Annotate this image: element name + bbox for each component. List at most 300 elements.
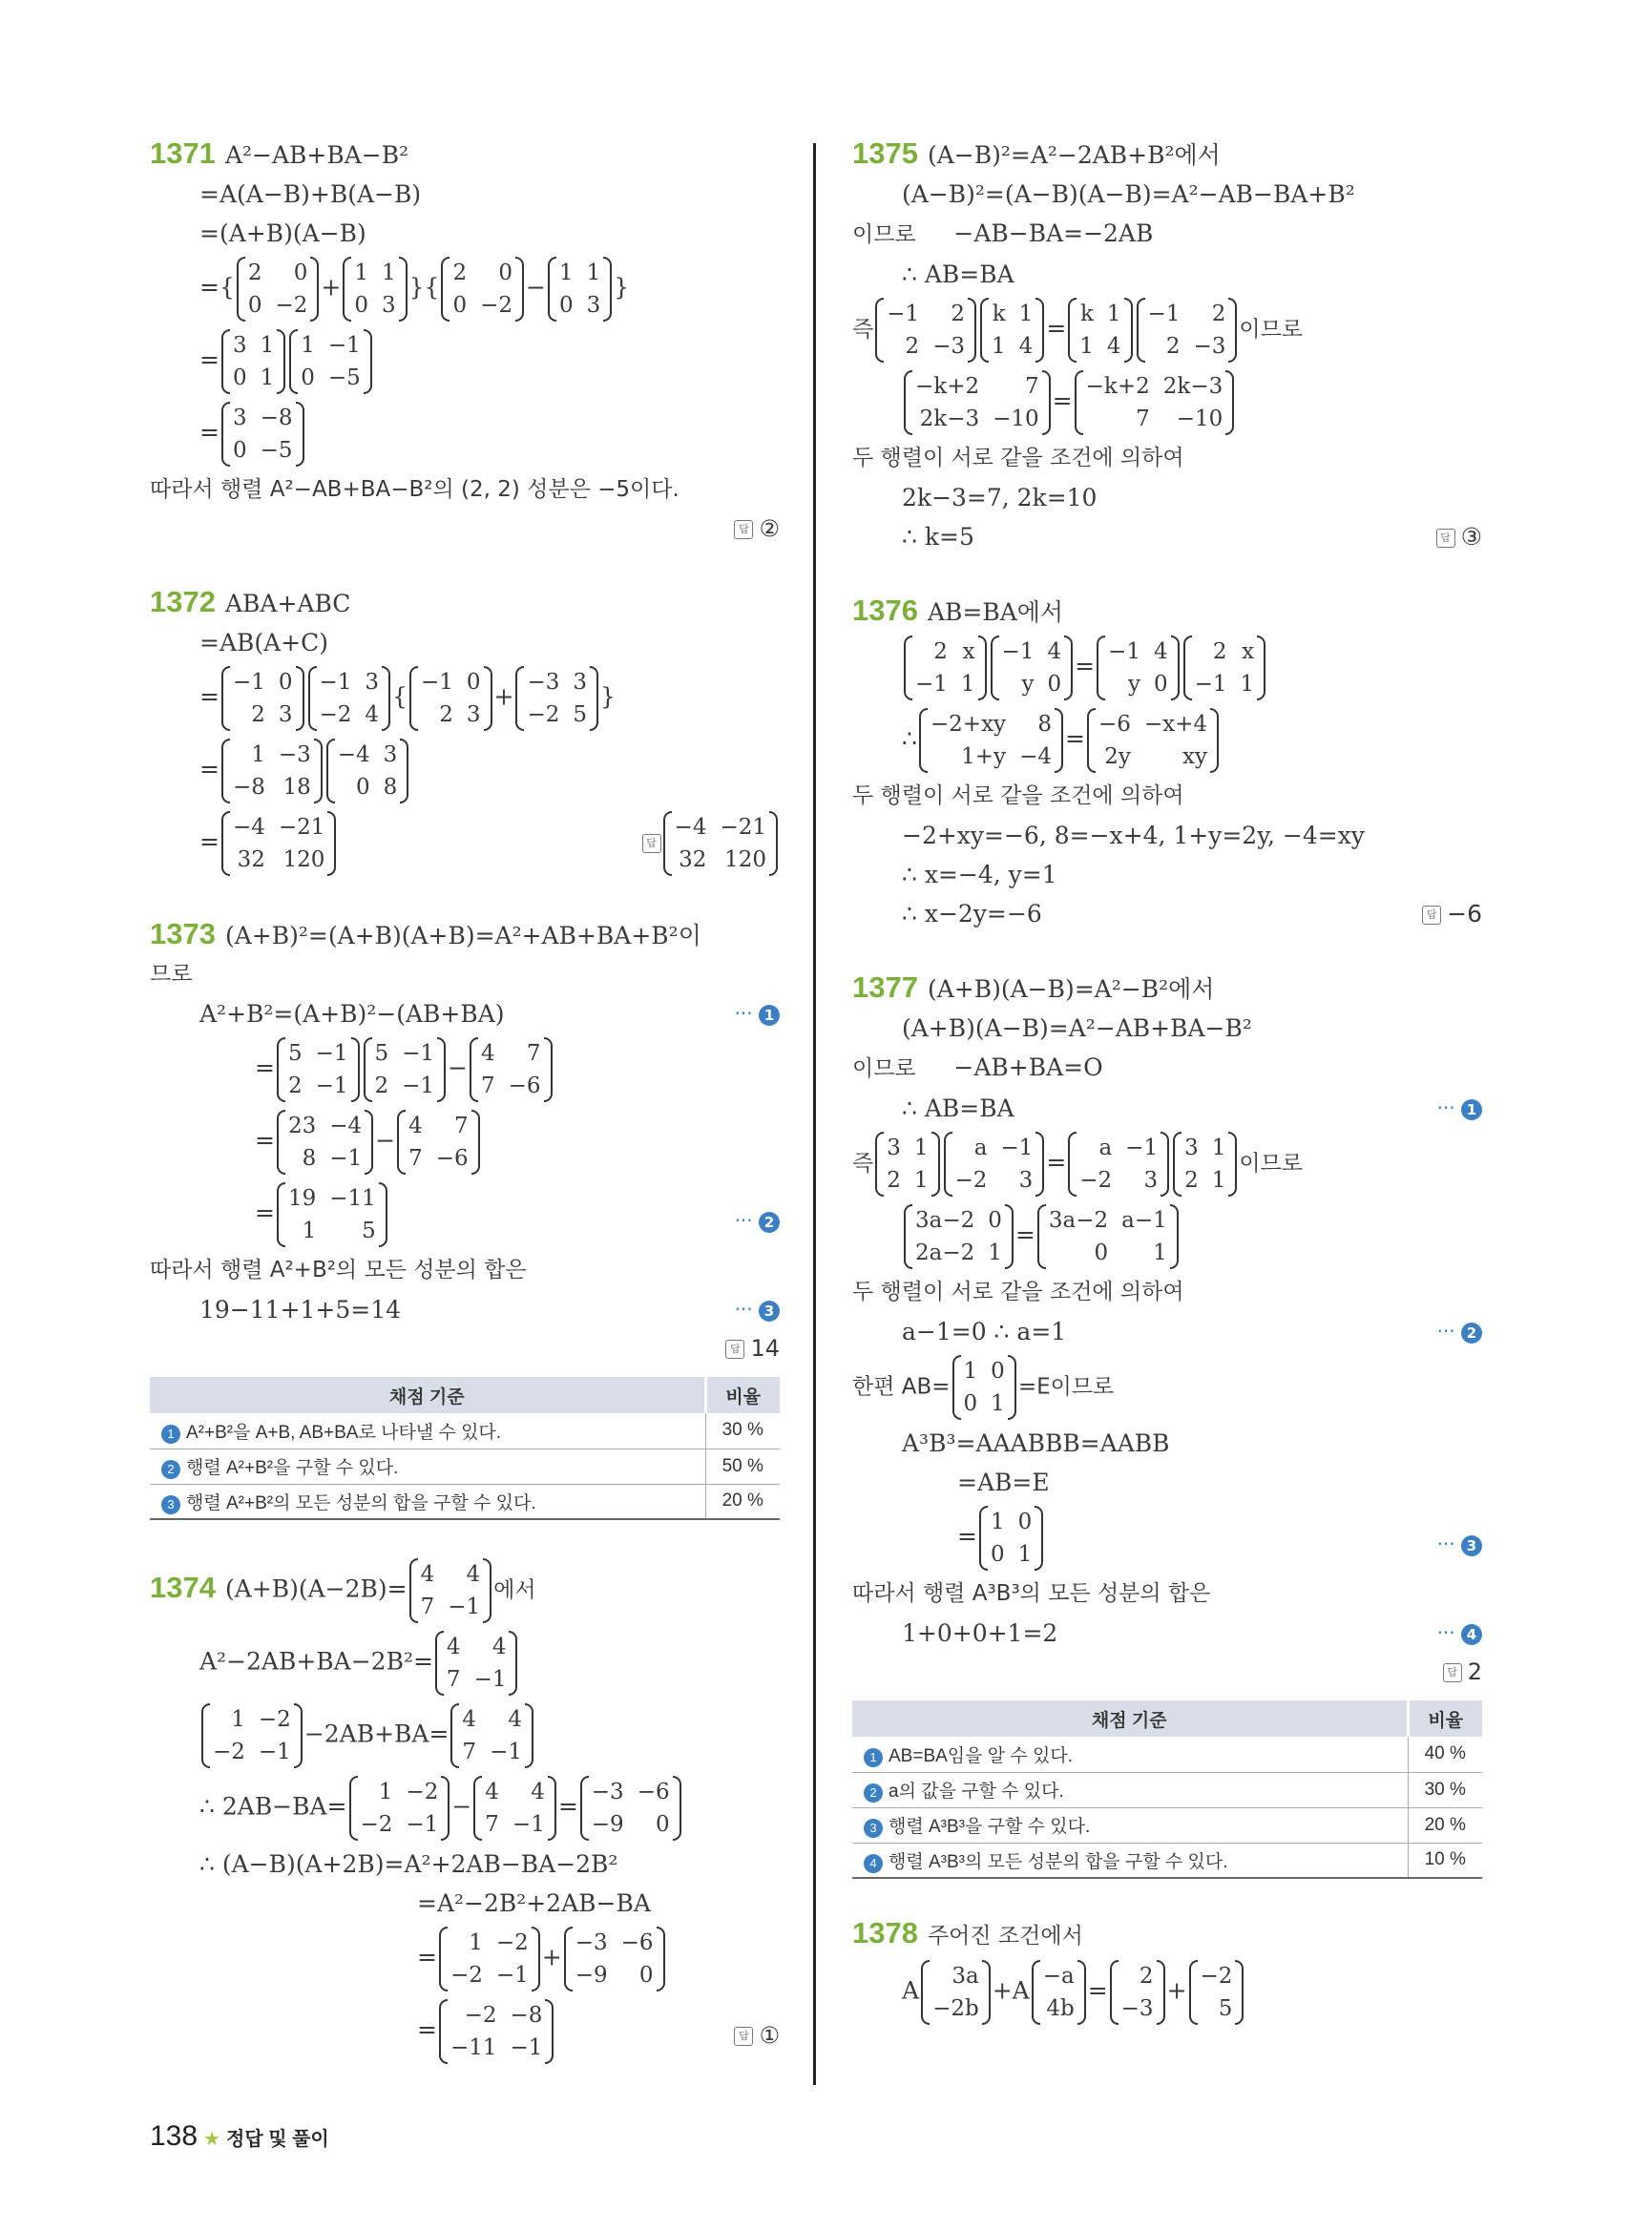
equation-text: ∴ AB=BA [902, 1095, 1014, 1122]
left-paren [1173, 1132, 1181, 1197]
matrix-grid [672, 811, 769, 876]
right-paren [483, 1558, 491, 1623]
matrix [221, 402, 304, 467]
matrix-entry: −4 [1019, 744, 1052, 769]
matrix-entry: 7 [481, 1074, 495, 1098]
matrix-entry: 2 [1211, 302, 1226, 326]
equation: = −2 −8 −11 −1 답 ① [150, 1995, 780, 2068]
matrix-entry: 4b [1046, 1996, 1075, 2021]
matrix-entry: 0 [466, 670, 481, 695]
left-paren [289, 329, 298, 394]
matrix [1032, 1960, 1086, 2025]
matrix-grid [478, 1037, 544, 1102]
matrix-entry: 4 [508, 1707, 522, 1732]
right-paren [365, 1110, 373, 1175]
matrix [952, 1355, 1016, 1420]
answer-value: ③ [1460, 523, 1482, 551]
criterion-ratio: 40 % [1408, 1737, 1482, 1772]
equation: 즉 3 1 2 1 a −1 −2 3 = a −1 −2 3 3 1 2 1 이므로 [852, 1128, 1482, 1200]
matrix-entry: −2 [213, 1740, 245, 1764]
matrix-entry: 0 [232, 438, 247, 463]
matrix [439, 1927, 540, 1991]
matrix-entry: −1 [329, 1146, 363, 1171]
matrix-grid [418, 666, 484, 731]
matrix [470, 1037, 553, 1102]
left-column [150, 134, 780, 2102]
matrix-entry: 3a−2 [915, 1208, 975, 1233]
equation: (A+B)(A−B)=A²−AB+BA−B² [902, 1014, 1252, 1042]
text: 이므로 [852, 222, 916, 247]
marker-number: 3 [759, 1301, 780, 1322]
left-paren [904, 370, 912, 435]
equation: (A+B)(A−2B)= [224, 1574, 408, 1603]
problem-1378 [852, 1913, 1482, 2029]
matrix-entry: 1 [1153, 1241, 1167, 1265]
matrix-entry: 1 [260, 333, 275, 358]
matrix-grid [912, 370, 1042, 435]
matrix-entry: −2 [360, 1812, 393, 1837]
equation-text: + [1166, 1976, 1187, 2005]
matrix-entry: −1 [1001, 639, 1035, 664]
equation: AB=BA에서 [927, 598, 1064, 626]
equation-text: ∴ x−2y=−6 [902, 900, 1042, 928]
left-paren [470, 1037, 478, 1102]
right-paren [1170, 1204, 1179, 1269]
equation: ∴ 2AB−BA= 1 −2 −2 −1 − 4 4 7 −1 = −3 −6 −9 0 [150, 1772, 780, 1845]
matrix-grid [230, 402, 296, 467]
matrix-entry: 1 [992, 334, 1006, 359]
equation [852, 1351, 1482, 1424]
left-paren [944, 1132, 952, 1197]
matrix [289, 329, 372, 394]
matrix-grid [444, 1631, 510, 1696]
right-paren [590, 666, 598, 731]
equation-text: a−1=0 ∴ a=1 [902, 1318, 1067, 1345]
criterion-ratio: 20 % [705, 1484, 780, 1519]
matrix-grid [1145, 298, 1229, 363]
equation: = 3 1 0 1 1 −1 0 −5 [150, 325, 780, 398]
matrix [435, 1631, 518, 1696]
answer-tag-icon: 답 [1443, 1663, 1462, 1682]
right-paren [296, 402, 304, 467]
matrix-entry: 1 [1017, 1542, 1033, 1567]
matrix [349, 1776, 450, 1841]
right-paren [364, 329, 372, 394]
matrix-entry: 1 [231, 1707, 245, 1732]
matrix [364, 1037, 447, 1102]
matrix-entry: −8 [260, 406, 293, 430]
equation: 즉 −1 2 2 −3 k 1 1 4 = k 1 1 4 −1 2 2 −3 이므로 [852, 294, 1482, 366]
left-paren [439, 1999, 448, 2064]
matrix-entry: a [973, 1136, 988, 1160]
matrix-entry: 7 [485, 1812, 499, 1837]
matrix [1097, 636, 1180, 700]
matrix-entry: 18 [282, 775, 311, 800]
text: 주어진 조건에서 [927, 1924, 1083, 1949]
matrix-entry: 7 [454, 1114, 469, 1138]
matrix [277, 1110, 373, 1175]
matrix [1183, 636, 1266, 700]
matrix [450, 1703, 533, 1768]
equation: A³B³=AAABBB=AABB [902, 1429, 1170, 1457]
marker-4-icon: ··· 4 [1437, 1614, 1482, 1653]
matrix-entry: 5 [573, 702, 587, 727]
matrix [921, 1960, 991, 2025]
text: 므로 [150, 962, 193, 987]
matrix-entry: 7 [1025, 374, 1039, 399]
matrix-entry: a [1098, 1136, 1113, 1160]
matrix-entry: 4 [531, 1780, 545, 1804]
matrix-entry: 2 [251, 702, 265, 727]
left-paren [1087, 708, 1096, 773]
matrix-entry: 2k−3 [919, 407, 980, 431]
matrix-entry: −3 [527, 670, 560, 695]
left-paren [979, 1506, 988, 1571]
matrix [237, 257, 320, 322]
matrix-entry: 1 [913, 1136, 929, 1160]
equation: A²−AB+BA−B² [224, 141, 409, 169]
equation [150, 994, 780, 1033]
criterion-number: 1 [864, 1748, 883, 1767]
problem-1373 [150, 914, 780, 1520]
matrix-entry: 7 [446, 1667, 461, 1692]
matrix-grid [1083, 370, 1226, 435]
right-paren [1235, 1960, 1244, 2025]
matrix-grid [912, 636, 978, 700]
matrix-entry: −1 [315, 1041, 348, 1066]
matrix-entry: x [962, 639, 975, 664]
matrix [1087, 708, 1219, 773]
left-paren [904, 1204, 912, 1269]
matrix-entry: y [1021, 672, 1035, 697]
problem-number: 1375 [852, 136, 918, 170]
matrix-entry: 2a−2 [915, 1241, 975, 1265]
matrix-entry: 1 [1211, 1136, 1226, 1160]
matrix [439, 1999, 554, 2064]
matrix-entry: 2 [1212, 639, 1227, 664]
right-paren [1005, 1204, 1014, 1269]
column-divider [813, 143, 816, 2085]
matrix-entry: −10 [993, 407, 1039, 431]
matrix-entry: 0 [356, 775, 370, 800]
matrix-entry: −1 [915, 672, 948, 697]
answer [150, 1329, 780, 1367]
left-paren [221, 329, 230, 394]
matrix-entry: 3 [1184, 1136, 1199, 1160]
matrix [1068, 1132, 1169, 1197]
left-paren [1137, 298, 1145, 363]
matrix-entry: −1 [1000, 1136, 1034, 1160]
matrix-entry: 1 [469, 1930, 483, 1955]
matrix-entry: 3 [887, 1136, 901, 1160]
left-paren [343, 257, 351, 322]
matrix-entry: 1 [1106, 302, 1121, 326]
matrix-entry: −2 [495, 1930, 529, 1955]
right-column [852, 134, 1482, 2063]
matrix-entry: y [1127, 672, 1140, 697]
problem-number: 1372 [150, 585, 216, 618]
star-icon: ★ [203, 2129, 220, 2150]
matrix-entry: −3 [591, 1780, 624, 1804]
equation: (A−B)²=A²−2AB+B²에서 [927, 141, 1221, 169]
marker-number: 2 [759, 1212, 780, 1233]
matrix-entry: −2 [480, 293, 512, 318]
matrix-grid [999, 636, 1065, 700]
criterion-text: 행렬 A³B³의 모든 성분의 합을 구할 수 있다. [889, 1851, 1228, 1872]
left-paren [952, 1355, 961, 1420]
marker-number: 4 [1461, 1624, 1482, 1645]
left-paren [1032, 1960, 1040, 2025]
matrix-entry: 4 [1153, 639, 1168, 664]
matrix-entry: 120 [282, 847, 325, 872]
criterion-text: A²+B²을 A+B, AB+BA로 나타낼 수 있다. [186, 1422, 502, 1443]
left-paren [441, 257, 450, 322]
matrix-entry: 2 [887, 1168, 901, 1193]
equation: ∴ x=−4, y=1 [902, 861, 1057, 888]
matrix-grid [418, 1558, 484, 1623]
matrix-entry: 4 [420, 1562, 435, 1587]
answer-value: −6 [1447, 900, 1482, 928]
matrix-grid [245, 257, 311, 322]
matrix-entry: 3 [1018, 1168, 1034, 1193]
matrix-entry: x [1242, 639, 1255, 664]
matrix-entry: −2 [1079, 1168, 1113, 1193]
equation: ∴ AB=BA [902, 261, 1014, 288]
right-paren [1035, 298, 1044, 363]
right-paren [1124, 298, 1133, 363]
matrix-entry: 1 [1018, 302, 1034, 326]
matrix-grid [952, 1132, 1036, 1197]
matrix-entry: 32 [679, 847, 707, 872]
matrix-entry: 5 [374, 1041, 389, 1066]
matrix-entry: −5 [260, 438, 293, 463]
left-paren [277, 1110, 285, 1175]
sum-equation: 19−11+1+5=14 [199, 1296, 402, 1324]
text: 즉 [852, 317, 874, 343]
matrix-grid [1077, 1132, 1161, 1197]
matrix-entry: −1 [420, 670, 453, 695]
answer [1422, 894, 1482, 933]
criterion-number: 3 [864, 1819, 883, 1838]
matrix-entry: 19 [287, 1186, 317, 1211]
matrix-entry: 1 [301, 333, 315, 358]
right-paren [296, 666, 304, 731]
matrix-entry: −4 [674, 815, 707, 840]
problem-1377 [852, 968, 1482, 1879]
matrix-entry: 2 [1184, 1168, 1199, 1193]
matrix-entry: 2y [1104, 744, 1131, 769]
problem-number: 1377 [852, 970, 918, 1004]
equation-text: A [902, 1976, 920, 2005]
problem-number: 1373 [150, 917, 216, 950]
matrix-entry: 1 [963, 1359, 978, 1384]
right-paren [532, 1927, 540, 1991]
matrix [663, 811, 778, 876]
equation-text: −2AB+BA= [303, 1720, 450, 1748]
equation: = −4 −21 32 120 답 −4 −21 32 120 [150, 807, 780, 880]
matrix-entry: 23 [287, 1114, 317, 1138]
table-row [852, 1843, 1482, 1878]
matrix-grid [448, 1999, 545, 2064]
left-paren [277, 1037, 285, 1102]
left-paren [221, 739, 230, 803]
matrix [919, 708, 1063, 773]
matrix-entry: −6 [435, 1146, 469, 1171]
right-paren [978, 636, 987, 700]
answer [734, 2016, 780, 2055]
matrix-grid [230, 739, 314, 803]
answer [150, 510, 780, 548]
matrix-grid [459, 1703, 525, 1768]
matrix-entry: 0 [1017, 1510, 1033, 1534]
matrix-entry: −1 [1125, 1136, 1159, 1160]
criterion-number: 4 [864, 1854, 883, 1873]
matrix-entry: k [1079, 302, 1094, 326]
matrix-entry: 5 [362, 1219, 376, 1243]
matrix [1075, 370, 1235, 435]
equation [852, 894, 1482, 933]
matrix-entry: −8 [510, 2003, 543, 2028]
matrix-entry: 1 [251, 742, 265, 767]
right-paren [1171, 636, 1180, 700]
matrix-grid [230, 666, 296, 731]
left-paren [409, 1558, 418, 1623]
left-paren [364, 1037, 372, 1102]
text: 이므로 [852, 1056, 916, 1081]
right-paren [1225, 370, 1234, 435]
matrix-entry: −1 [1108, 639, 1140, 664]
equation-text: A²−2AB+BA−2B²= [199, 1647, 433, 1676]
matrix-entry: −k+2 [1085, 374, 1150, 399]
matrix-entry: 0 [988, 1208, 1002, 1233]
right-paren [1228, 298, 1237, 363]
matrix [221, 666, 304, 731]
matrix-entry: 4 [1018, 334, 1034, 359]
matrix-grid [1192, 636, 1258, 700]
matrix-entry: −2 [1200, 1964, 1233, 1989]
right-paren [1257, 636, 1265, 700]
matrix-entry: 0 [638, 1963, 654, 1988]
left-paren [1075, 370, 1083, 435]
matrix-entry: −2 [450, 1963, 483, 1988]
equation: (A−B)²=(A−B)(A−B)=A²−AB−BA+B² [902, 180, 1355, 208]
right-paren [351, 1037, 360, 1102]
matrix-grid [230, 811, 327, 876]
right-paren [548, 1776, 556, 1841]
matrix-entry: 8 [1037, 712, 1052, 737]
matrix-entry: 1 [1079, 334, 1094, 359]
matrix [979, 1506, 1043, 1571]
matrix-entry: 3 [365, 670, 380, 695]
equation: = 23 −4 8 −1 − 4 7 7 −6 [150, 1106, 780, 1178]
matrix-entry: −1 [1194, 672, 1227, 697]
criterion-text: 행렬 A²+B²의 모든 성분의 합을 구할 수 있다. [186, 1492, 536, 1513]
matrix [473, 1776, 556, 1841]
matrix-entry: 5 [287, 1041, 303, 1066]
matrix-entry: 0 [452, 293, 468, 318]
matrix-entry: −1 [402, 1074, 435, 1098]
matrix-entry: 4 [466, 1562, 481, 1587]
matrix-entry: −1 [232, 670, 265, 695]
matrix-entry: 7 [408, 1146, 423, 1171]
matrix-entry: −11 [329, 1186, 376, 1211]
right-paren [657, 1927, 665, 1991]
equation [852, 1614, 1482, 1653]
matrix [221, 329, 285, 394]
matrix-grid [351, 257, 398, 322]
equation [150, 1627, 780, 1699]
matrix-entry: −1 [473, 1667, 507, 1692]
criterion-number: 1 [161, 1425, 180, 1444]
matrix [409, 666, 492, 731]
matrix-entry: −1 [510, 2035, 543, 2060]
matrix-entry: −3 [278, 742, 311, 767]
matrix-entry: 0 [558, 293, 574, 318]
matrix [221, 739, 323, 803]
matrix-entry: 7 [420, 1595, 435, 1619]
marker-2-icon: ··· 2 [735, 1201, 780, 1241]
matrix-entry: 0 [1047, 672, 1062, 697]
matrix-entry: 2 [1165, 334, 1181, 359]
right-paren [379, 1182, 387, 1247]
matrix-entry: 0 [498, 261, 512, 285]
matrix-entry: −5 [327, 365, 361, 390]
matrix-entry: −10 [1176, 407, 1223, 431]
matrix-entry: 3 [278, 702, 293, 727]
matrix-entry: 1 [990, 1510, 1005, 1534]
matrix [944, 1132, 1045, 1197]
right-paren [1035, 1132, 1044, 1197]
matrix-entry: 0 [232, 365, 247, 390]
criterion-ratio: 30 % [705, 1413, 780, 1449]
left-paren [201, 1703, 210, 1768]
matrix-entry: −1 [258, 1740, 291, 1764]
matrix-entry: 0 [991, 1359, 1005, 1384]
left-paren [308, 666, 317, 731]
matrix-entry: −2 [954, 1168, 988, 1193]
matrix-entry: 8 [302, 1146, 317, 1171]
matrix-grid [335, 739, 401, 803]
matrix [343, 257, 407, 322]
problem-1376 [852, 591, 1482, 933]
right-paren [1035, 1506, 1043, 1571]
conclusion: 따라서 행렬 A³B³의 모든 성분의 합은 [852, 1581, 1211, 1606]
left-paren [397, 1110, 406, 1175]
right-paren [525, 1703, 533, 1768]
answer [852, 1653, 1482, 1691]
matrix-entry: 0 [247, 293, 262, 318]
matrix-entry: 32 [237, 847, 265, 872]
right-paren [673, 1776, 681, 1841]
matrix-grid [912, 1204, 1005, 1269]
right-paren [400, 739, 408, 803]
matrix [991, 636, 1074, 700]
matrix-entry: 3 [383, 742, 398, 767]
matrix-entry: −1 [448, 1595, 481, 1619]
right-paren [1077, 1960, 1086, 2025]
marker-3-icon: ··· 3 [1437, 1525, 1482, 1564]
table-header: 비율 [1408, 1700, 1482, 1737]
left-paren [980, 298, 989, 363]
equation: 2k−3=7, 2k=10 [902, 484, 1098, 511]
matrix-grid [988, 1506, 1035, 1571]
left-paren [1097, 636, 1105, 700]
equation-text: −AB−BA=−2AB [953, 219, 1154, 247]
left-paren [1189, 1960, 1198, 2025]
left-paren [1068, 1132, 1077, 1197]
table-header: 비율 [705, 1377, 780, 1413]
right-paren [471, 1110, 480, 1175]
